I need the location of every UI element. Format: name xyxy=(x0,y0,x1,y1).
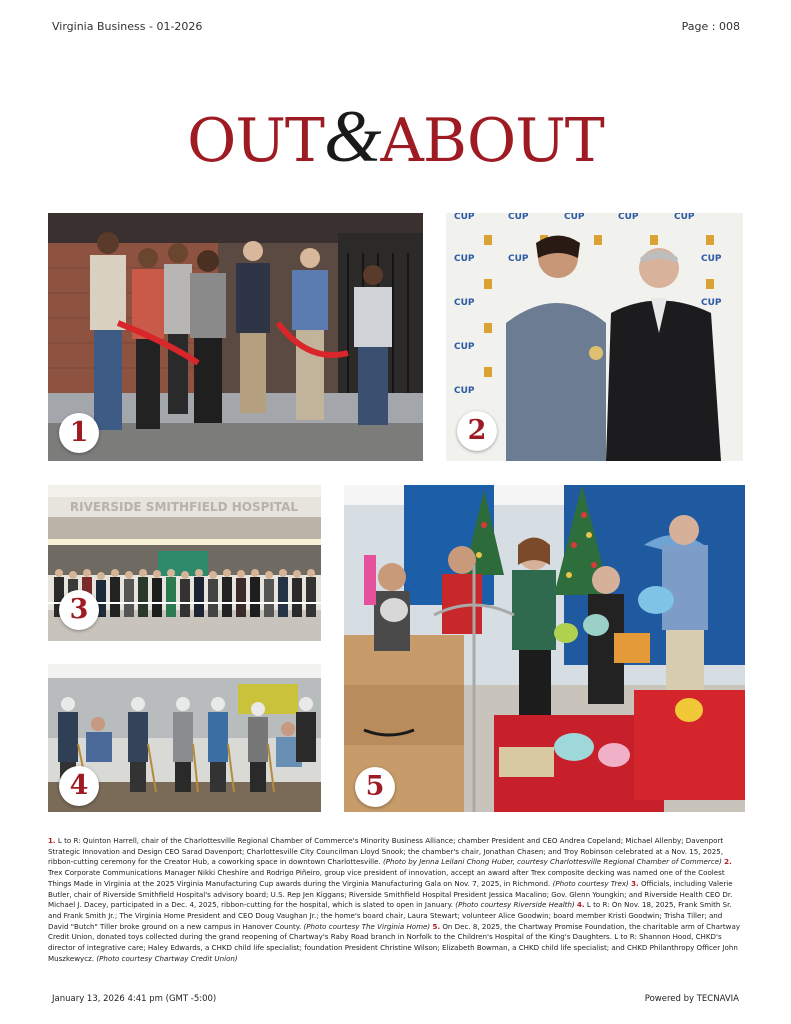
backdrop-logo: CUP xyxy=(454,254,475,264)
caption-3-number: 3. xyxy=(631,878,639,888)
caption-1-number: 1. xyxy=(48,836,56,845)
backdrop-logo: CUP xyxy=(508,254,529,264)
title-out: OUT xyxy=(187,106,324,176)
backdrop-logo: CUP xyxy=(564,213,585,222)
photo-1-image xyxy=(48,213,423,461)
caption-5-number: 5. xyxy=(432,921,441,931)
footer-powered-by: Powered by TECNAVIA xyxy=(644,994,739,1004)
hospital-sign: RIVERSIDE SMITHFIELD HOSPITAL xyxy=(69,500,299,514)
backdrop-logo: CUP xyxy=(454,386,475,396)
photo-5-image xyxy=(344,485,745,812)
title-ampersand: & xyxy=(323,96,381,178)
backdrop-logo: CUP xyxy=(508,213,529,222)
photo-2-number-badge: 2 xyxy=(457,411,497,451)
backdrop-logo: CUP xyxy=(674,213,695,222)
caption-3-text: Officials, including Valerie Butler, chair of Riverside Smithfield Hospital's advisory board; U.S. Rep Jen Kiggans; Riverside Smithfield Hospital President Jessica Macalino; Gov. Glenn Youngkin; and Riverside Health CEO Dr. Michael J. Dacey, participated in a Dec. 4, 2025, ribbon-cutting for the hospital, which is slated to open in January. xyxy=(48,878,733,910)
caption-5-credit: (Photo courtesy Chartway Credit Union) xyxy=(96,953,238,963)
photo-captions xyxy=(48,836,745,964)
backdrop-logo: CUP xyxy=(701,298,722,308)
photo-1-ribbon-cutting xyxy=(48,213,423,461)
caption-4-number: 4. xyxy=(577,900,585,910)
caption-5-text: On Dec. 8, 2025, the Chartway Promise Foundation, the charitable arm of Chartway Credit Union, donated toys collected during the grand reopening of Chartway's Raby Road branch in Norfolk to the Children's Hospital of the King's Daughters. L to R: Shannon Hood, CHKD's director of integrative care; Haley Edwards, a CHKD child life specialist; foundation President Christine Wilson; Elizabeth Bowman, a CHKD child life specialist; and CHKD Philanthropy Officer John Muszkewycz. xyxy=(48,921,741,963)
caption-1-text: L to R: Quinton Harrell, chair of the Charlottesville Regional Chamber of Commerce's Minority Business Alliance; chamber President and CEO Andrea Copeland; Michael Allenby; Davenport Strategic Innovation and Design CEO Sarad Davenport; Charlottesville City Councilman Lloyd Snook; the chamber's chair, Jonathan Chasen; and Troy Robinson celebrated at a Nov. 15, 2025, ribbon-cutting ceremony for the Creator Hub, a coworking space in downtown Charlottesville. xyxy=(48,836,724,867)
photo-4-groundbreaking xyxy=(48,664,321,812)
photo-5-number-badge: 5 xyxy=(355,767,395,807)
caption-3-credit: (Photo courtesy Riverside Health) xyxy=(455,900,575,910)
caption-4-text: L to R: On Nov. 18, 2025, Frank Smith Sr. and Frank Smith Jr.; The Virginia Home President and CEO Doug Vaughan Jr.; the home's board chair, Laura Stewart; volunteer Alice Goodwin; board member Kristi Goodwin; Trisha Tiller; and David "Butch" Tiller broke ground on a new campus in Hanover County. xyxy=(48,900,732,931)
photo-5-toy-donation xyxy=(344,485,745,812)
caption-4-credit: (Photo courtesy The Virginia Home) xyxy=(303,921,431,931)
backdrop-logo: CUP xyxy=(618,213,639,222)
photo-3-number-badge: 3 xyxy=(59,590,99,630)
photo-4-number-badge: 4 xyxy=(59,766,99,806)
photo-1-number-badge: 1 xyxy=(59,413,99,453)
page-number: Page : 008 xyxy=(681,20,740,33)
publication-header: Virginia Business - 01-2026 xyxy=(52,20,203,33)
backdrop-logo: CUP xyxy=(454,342,475,352)
title-about: ABOUT xyxy=(380,106,604,176)
backdrop-logo: CUP xyxy=(701,254,722,264)
caption-2-number: 2. xyxy=(724,857,732,867)
footer-timestamp: January 13, 2026 4:41 pm (GMT -5:00) xyxy=(52,994,217,1004)
photo-2-award xyxy=(446,213,743,461)
backdrop-logo: CUP xyxy=(454,298,475,308)
page-title xyxy=(0,95,791,183)
caption-2-text: Trex Corporate Communications Manager Nikki Cheshire and Rodrigo Piñeiro, group vice president of innovation, accept an award after Trex composite decking was named one of the Coolest Things Made in Virginia at the 2025 Virginia Manufacturing Cup awards during the Virginia Manufacturing Gala on Nov. 7, 2025, in Richmond. xyxy=(48,868,725,888)
caption-2-credit: (Photo courtesy Trex) xyxy=(552,878,629,888)
backdrop-logo: CUP xyxy=(454,213,475,222)
photo-3-hospital-ribbon xyxy=(48,485,321,641)
caption-1-credit: (Photo by Jenna Leilani Chong Huber, courtesy Charlottesville Regional Chamber of Commerce) xyxy=(383,857,722,867)
